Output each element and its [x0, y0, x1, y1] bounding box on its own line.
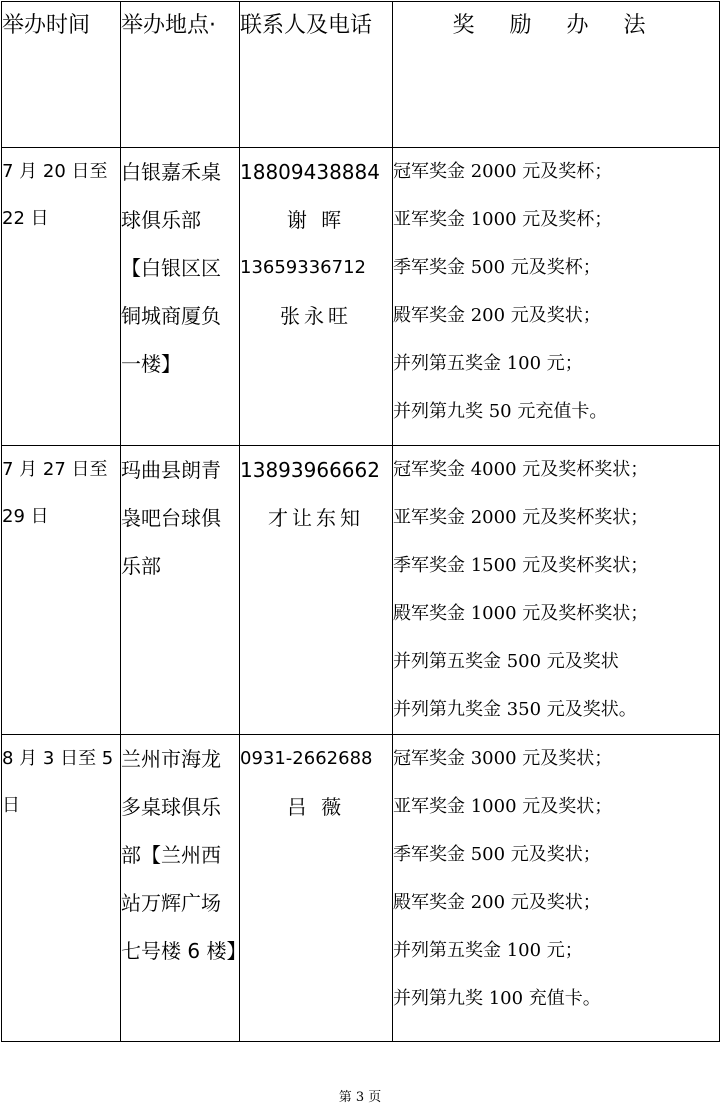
header-date: 举办时间 [2, 2, 121, 148]
header-contact: 联系人及电话 [240, 2, 393, 148]
prize-line: 并列第九奖 100 充值卡。 [393, 988, 601, 1009]
prize-line: 季军奖金 500 元及奖杯； [393, 257, 601, 278]
page-number: 第 3 页 [338, 1090, 382, 1105]
event-contact [240, 735, 393, 1042]
prize-line: 冠军奖金 2000 元及奖杯； [393, 161, 613, 182]
event-prizes [393, 446, 720, 735]
contact-phone: 18809438884 [240, 160, 380, 184]
header-venue: 举办地点· [121, 2, 240, 148]
event-date: 8 月 3 日至 5 日 [2, 735, 121, 1042]
prize-line: 殿军奖金 1000 元及奖杯奖状； [393, 603, 649, 624]
table-header-row [2, 2, 720, 148]
contact-name: 张永旺 [280, 304, 352, 328]
table-row [2, 735, 720, 1042]
prize-line: 并列第五奖金 100 元； [393, 940, 583, 961]
prize-line: 并列第九奖金 350 元及奖状。 [393, 699, 637, 720]
table-row [2, 148, 720, 446]
contact-phone: 13659336712 [240, 257, 366, 278]
table-row [2, 446, 720, 735]
prize-line: 季军奖金 500 元及奖状； [393, 844, 601, 865]
event-prizes [393, 148, 720, 446]
prize-line: 殿军奖金 200 元及奖状； [393, 892, 601, 913]
prize-line: 亚军奖金 1000 元及奖状； [393, 796, 613, 817]
prize-line: 并列第九奖 50 元充值卡。 [393, 401, 608, 422]
prize-line: 亚军奖金 1000 元及奖杯； [393, 209, 613, 230]
event-date: 7 月 20 日至 22 日 [2, 148, 121, 446]
event-venue: 兰州市海龙多桌球俱乐部【兰州西站万辉广场七号楼 6 楼】 [121, 735, 240, 1042]
prize-line: 冠军奖金 4000 元及奖杯奖状； [393, 459, 649, 480]
header-prizes: 奖 励 办 法 [393, 2, 720, 148]
contact-name: 才让东知 [268, 506, 364, 530]
event-contact [240, 148, 393, 446]
contact-phone: 0931-2662688 [240, 748, 373, 769]
event-venue: 玛曲县朗青袅吧台球俱乐部 [121, 446, 240, 735]
event-venue: 白银嘉禾桌球俱乐部【白银区区铜城商厦负一楼】 [121, 148, 240, 446]
contact-name: 谢 晖 [286, 208, 346, 232]
event-schedule-table [1, 1, 720, 1042]
contact-phone: 13893966662 [240, 458, 380, 482]
prize-line: 季军奖金 1500 元及奖杯奖状； [393, 555, 649, 576]
prize-line: 殿军奖金 200 元及奖状； [393, 305, 601, 326]
event-prizes [393, 735, 720, 1042]
event-date: 7 月 27 日至 29 日 [2, 446, 121, 735]
prize-line: 并列第五奖金 500 元及奖状 [393, 651, 619, 672]
contact-name: 吕 薇 [286, 795, 346, 819]
prize-line: 并列第五奖金 100 元； [393, 353, 583, 374]
prize-line: 亚军奖金 2000 元及奖杯奖状； [393, 507, 649, 528]
prize-line: 冠军奖金 3000 元及奖状； [393, 748, 613, 769]
event-contact [240, 446, 393, 735]
